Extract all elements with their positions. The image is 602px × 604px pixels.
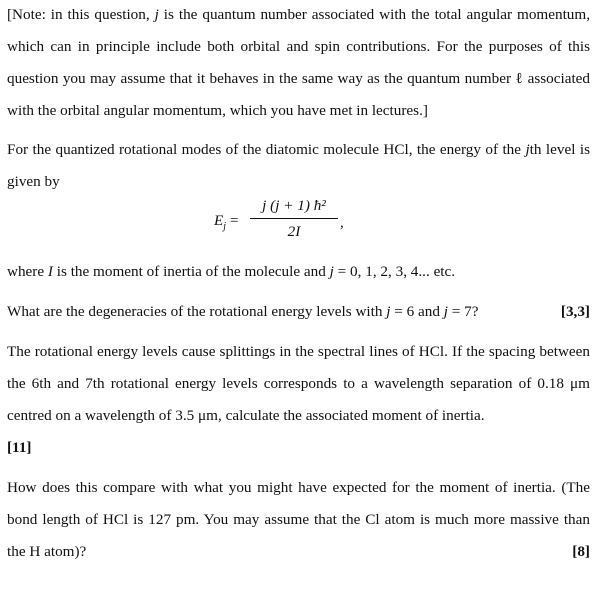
equation-fraction (250, 195, 338, 243)
equation-denominator: 2I (287, 223, 301, 240)
question-1-text: What are the degeneracies of the rotational energy levels with j = 6 and j = 7? (7, 303, 479, 320)
question-3-text: How does this compare with what you might have expected for the moment of inertia. (The bond length of HCl is 127 pm. You may assume that the Cl atom is much more massive than the H atom)? (7, 479, 590, 560)
question-2-marks-row (7, 432, 590, 464)
question-1-marks: [3,3] (560, 303, 590, 320)
equation-numerator: j (j + 1) ħ² (262, 197, 326, 214)
fraction-bar (250, 218, 338, 219)
note-paragraph: [Note: in this question, j is the quantum number associated with the total angular momentum, which can in principle include both orbital and spin contributions. For the purposes of this question you may assume that it behaves in the same way as the quantum number ℓ associated with the orbital angular momentum, which you have met in lectures.] (7, 6, 590, 119)
equation-lhs: $E_j$ = (214, 212, 239, 233)
equation-comma: , (340, 214, 344, 231)
question-2-text: The rotational energy levels cause splittings in the spectral lines of HCl. If the spacing between the 6th and 7th rotational energy levels corresponds to a wavelength separation of 0.18 μm centred on a wavelength of 3.5 μm, calculate the associated moment of inertia. (7, 343, 590, 424)
question-3-marks: [8] (572, 543, 590, 560)
energy-equation (214, 193, 414, 253)
question-2-marks: [11] (7, 439, 32, 456)
where-line: where I is the moment of inertia of the molecule and j = 0, 1, 2, 3, 4... etc. (7, 263, 456, 280)
question-1 (7, 296, 590, 328)
intro-paragraph: For the quantized rotational modes of the diatomic molecule HCl, the energy of the jth level is given by (7, 141, 590, 190)
